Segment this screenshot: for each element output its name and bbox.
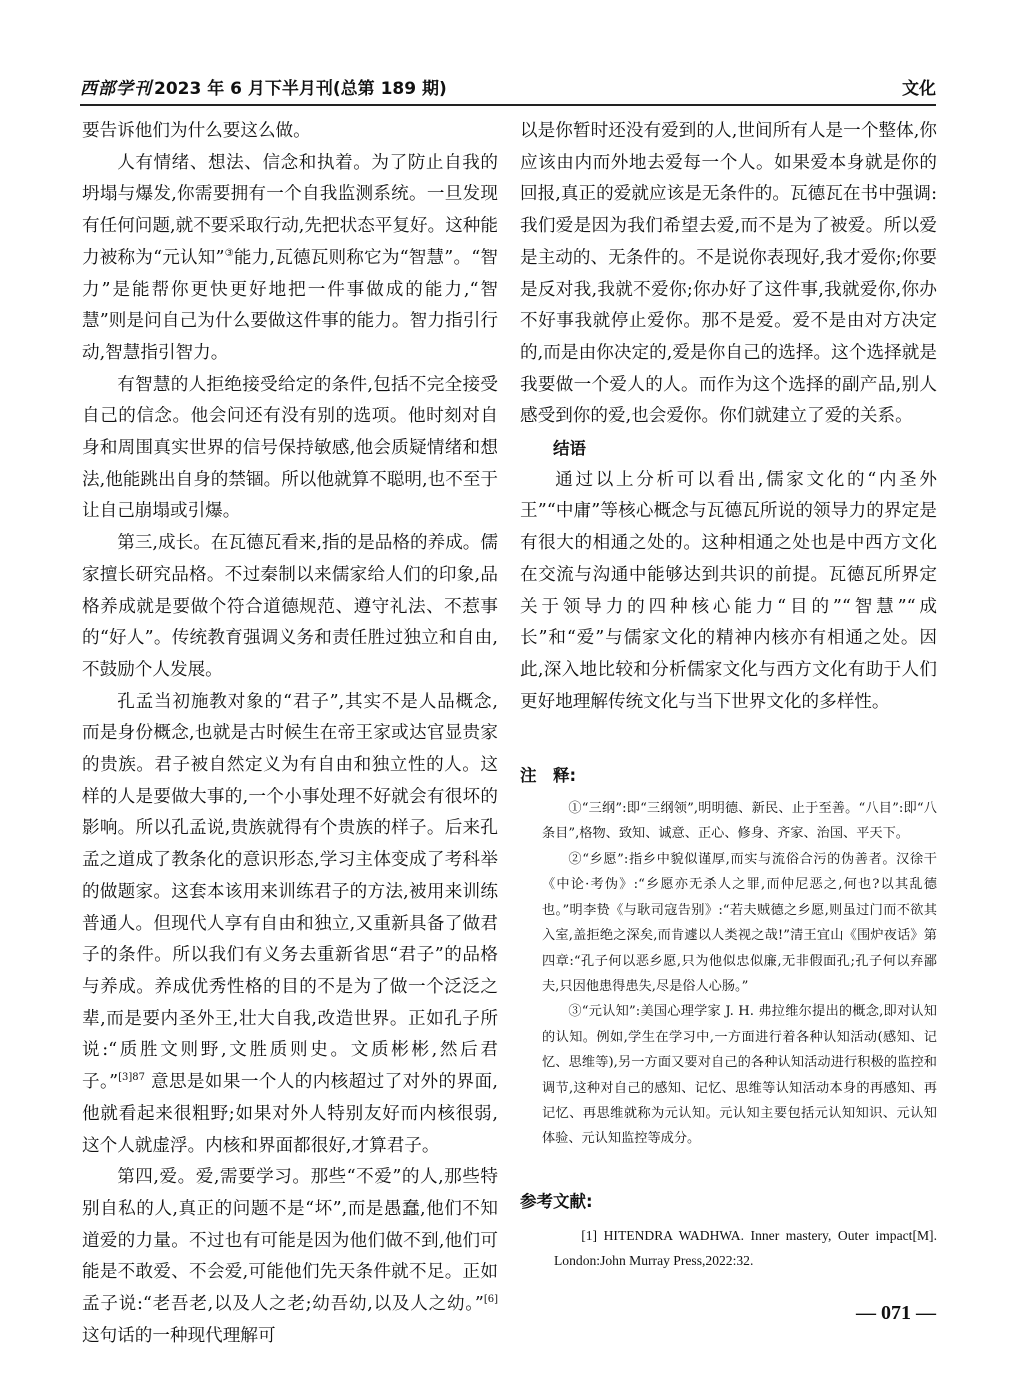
reference-item: [1] HITENDRA WADHWA. Inner mastery, Outer impact[M]. London:John Murray Press,2022:32.: [554, 1228, 937, 1269]
paragraph: 以是你暂时还没有爱到的人,世间所有人是一个整体,你应该由内而外地去爱每一个人。如果爱本身就是你的回报,真正的爱就应该是无条件的。瓦德瓦在书中强调:我们爱是因为我们希望去爱,而不是为了被爱。所以爱是主动的、无条件的。不是说你表现好,我才爱你;你要是反对我,我就不爱你;你办好了这件事,我就爱你,你办不好事我就停止爱你。那不是爱。爱不是由对方决定的,而是由你决定的,爱是你自己的选择。这个选择就是我要做一个爱人的人。而作为这个选择的副产品,别人感受到你的爱,也会爱你。你们就建立了爱的关系。: [520, 121, 937, 427]
references-title: 参考文献:: [520, 1191, 593, 1211]
journal-logo: 西部学刊: [80, 79, 152, 99]
paragraph: 要告诉他们为什么要这么做。: [82, 121, 311, 141]
note-ref: ③: [224, 247, 234, 259]
section-label: 文化: [902, 79, 936, 99]
page-number: — 071 —: [856, 1302, 936, 1324]
paragraph: 有智慧的人拒绝接受给定的条件,包括不完全接受自己的信念。他会问还有没有别的选项。他时刻对自身和周围真实世界的信号保持敏感,他会质疑情绪和想法,他能跳出自身的禁锢。所以他就算不聪明,也不至于让自己崩塌或引爆。: [82, 374, 498, 522]
paragraph: 第三,成长。在瓦德瓦看来,指的是品格的养成。儒家擅长研究品格。不过秦制以来儒家给人们的印象,品格养成就是要做个符合道德规范、遵守礼法、不惹事的“好人”。传统教育强调义务和责任胜过独立和自由,不鼓励个人发展。: [82, 533, 498, 680]
paragraph: 第四,爱。爱,需要学习。那些“不爱”的人,那些特别自私的人,真正的问题不是“坏”,而是愚蠢,他们不知道爱的力量。不过也有可能是因为他们做不到,他们可能是不敢爱、不会爱,可能他们先天条件就不足。正如孟子说:“老吾老,以及人之老;幼吾幼,以及人之幼。”[6] 这句话的一种现代理解可: [82, 1167, 498, 1346]
left-column: [82, 116, 498, 1352]
citation-ref: [6]: [483, 1294, 498, 1306]
right-column: [520, 116, 937, 1273]
section-heading: 结语: [553, 439, 586, 459]
paragraph: 人有情绪、想法、信念和执着。为了防止自我的坍塌与爆发,你需要拥有一个自我监测系统。一旦发现有任何问题,就不要采取行动,先把状态平复好。这种能力被称为“元认知”③能力,瓦德瓦则称它为“智慧”。“智力”是能帮你更快更好地把一件事做成的能力,“智慧”则是问自己为什么要做这件事的能力。智力指引行动,智慧指引智力。: [82, 152, 499, 363]
running-header: [80, 72, 936, 106]
journal-issue: [80, 74, 447, 99]
notes-title: 注 释:: [520, 766, 577, 786]
issue-label: 2023 年 6 月下半月刊(总第 189 期): [154, 79, 447, 99]
note-item: ①“三纲”:即“三纲领”,明明德、新民、止于至善。“八目”:即“八条目”,格物、致知、诚意、正心、修身、齐家、治国、平天下。: [542, 801, 937, 842]
note-item: ②“乡愿”:指乡中貌似谨厚,而实与流俗合污的伪善者。汉徐干《中论·考伪》:“乡愿亦无杀人之罪,而仲尼恶之,何也?以其乱德也。”明李贽《与耿司寇告别》:“若夫贼德之乡愿,则虽过门而不欲其入室,盖拒绝之深矣,而肯遽以人类视之哉!”清王宜山《围炉夜话》第四章:“孔子何以恶乡愿,只为他似忠似廉,无非假面孔;孔子何以弃鄙夫,只因他患得患失,尽是俗人心肠。”: [542, 851, 937, 994]
paragraph: 孔孟当初施教对象的“君子”,其实不是人品概念,而是身份概念,也就是古时候生在帝王家或达官显贵家的贵族。君子被自然定义为有自由和独立性的人。这样的人是要做大事的,一个小事处理不好就会有很坏的影响。所以孔孟说,贵族就得有个贵族的样子。后来孔孟之道成了教条化的意识形态,学习主体变成了考科举的做题家。这套本该用来训练君子的方法,被用来训练普通人。但现代人享有自由和独立,又重新具备了做君子的条件。所以我们有义务去重新省思“君子”的品格与养成。养成优秀性格的目的不是为了做一个泛泛之辈,而是要内圣外王,壮大自我,改造世界。正如孔子所说:“质胜文则野,文胜质则史。文质彬彬,然后君子。”$^{[3]87}$ 意思是如果一个人的内核超过了对外的界面,他就看起来很粗野;如果对外人特别友好而内核很弱,这个人就虚浮。内核和界面都很好,才算君子。: [82, 691, 498, 1156]
conclusion-paragraph: 通过以上分析可以看出,儒家文化的“内圣外王”“中庸”等核心概念与瓦德瓦所说的领导力的界定是有很大的相通之处的。这种相通之处也是中西方文化在交流与沟通中能够达到共识的前提。瓦德瓦所界定关于领导力的四种核心能力“目的”“智慧”“成长”和“爱”与儒家文化的精神内核亦有相通之处。因此,深入地比较和分析儒家文化与西方文化有助于人们更好地理解传统文化与当下世界文化的多样性。: [520, 469, 937, 712]
citation-ref: [3]87: [118, 1072, 146, 1084]
note-item: ③“元认知”:美国心理学家 J. H. 弗拉维尔提出的概念,即对认知的认知。例如,学生在学习中,一方面进行着各种认知活动(感知、记忆、思维等),另一方面又要对自己的各种认知活动进行积极的监控和调节,这种对自己的感知、记忆、思维等认知活动本身的再感知、再记忆、再思维就称为元认知。元认知主要包括元认知知识、元认知体验、元认知监控等成分。: [542, 1004, 937, 1147]
